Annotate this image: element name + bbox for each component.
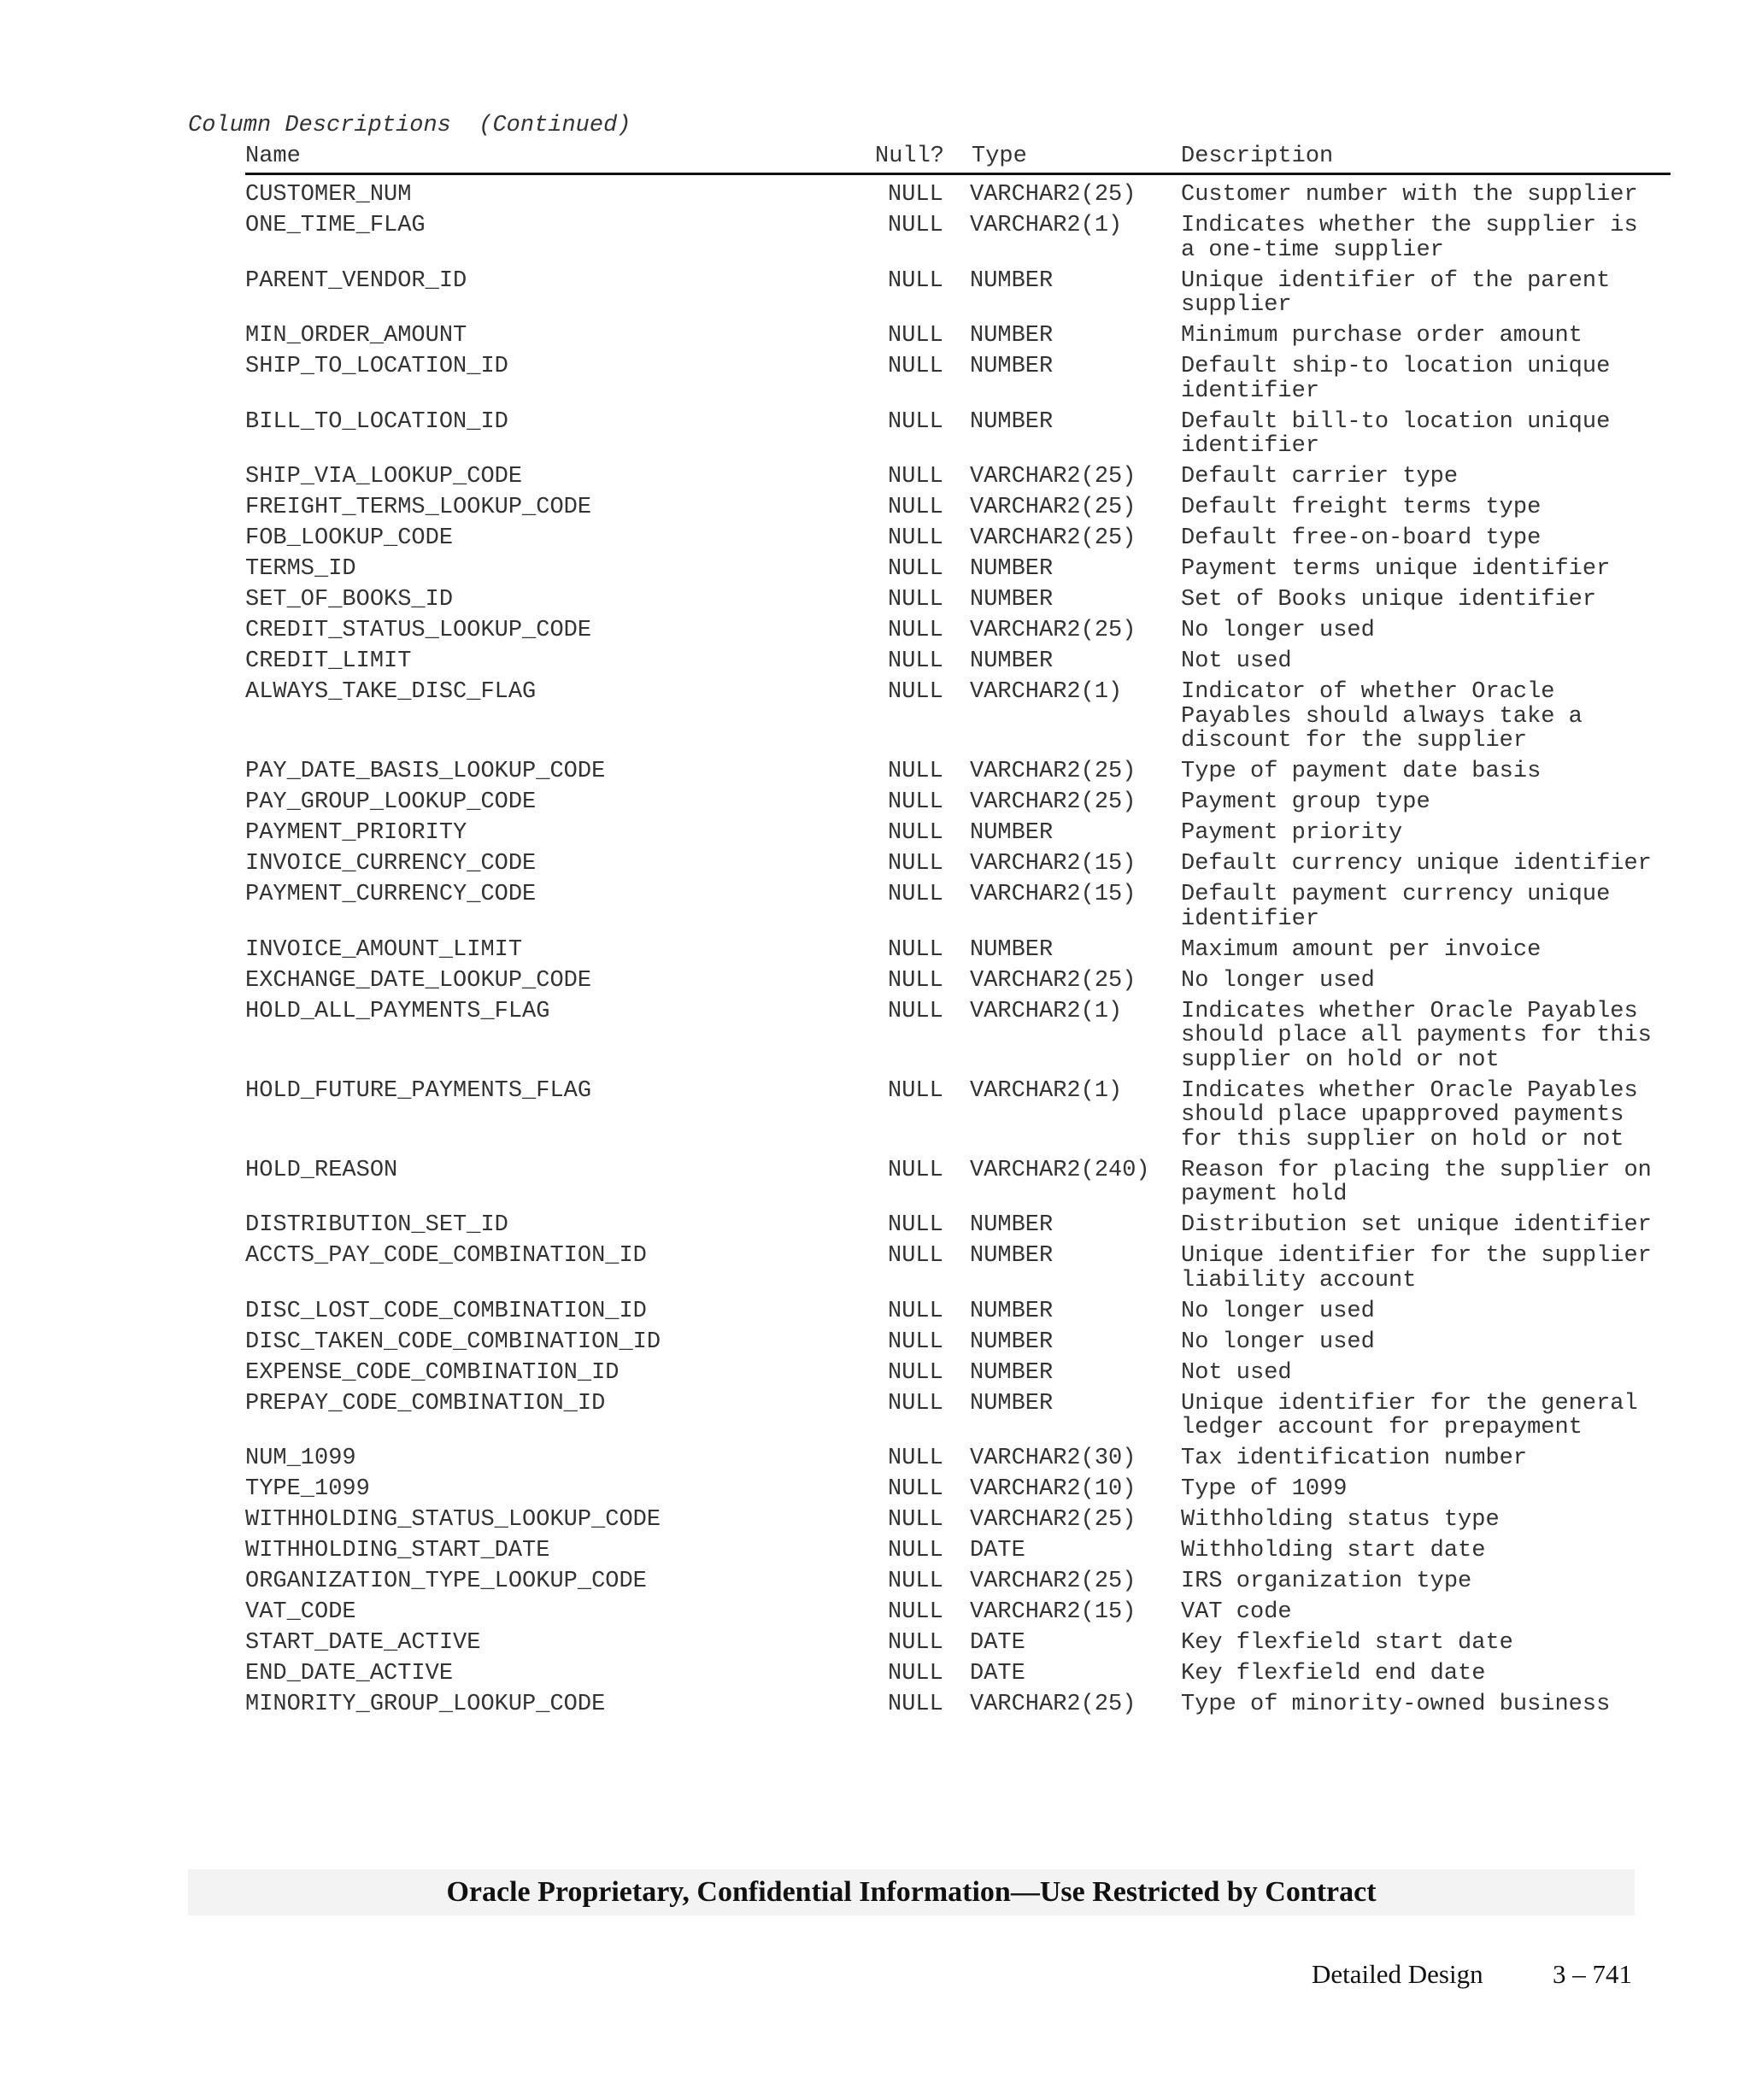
type-cell: NUMBER: [970, 267, 1054, 294]
type-cell: DATE: [970, 1630, 1025, 1656]
table-row: [245, 465, 1671, 496]
description-cell: No longer used: [1181, 967, 1375, 994]
type-cell: VARCHAR2(30): [970, 1446, 1136, 1471]
table-row: [245, 214, 1671, 269]
type-cell: VARCHAR2(1): [970, 998, 1123, 1024]
table-row: [245, 1477, 1671, 1508]
type-cell: NUMBER: [970, 648, 1054, 674]
description-cell: Type of 1099: [1181, 1476, 1348, 1502]
column-name-cell: INVOICE_AMOUNT_LIMIT: [245, 936, 523, 963]
footer-section-title: Detailed Design: [1312, 1959, 1483, 1989]
column-name-cell: SHIP_VIA_LOOKUP_CODE: [245, 464, 523, 490]
null-cell: NULL: [888, 618, 943, 643]
description-cell: Indicates whether Oracle Payables should place upapproved payments for this supplier on hold or not: [1181, 1077, 1638, 1153]
column-name-cell: END_DATE_ACTIVE: [245, 1661, 454, 1686]
type-cell: NUMBER: [970, 1390, 1054, 1417]
null-cell: NULL: [888, 213, 943, 238]
table-row: [245, 1159, 1671, 1214]
table-row: [245, 760, 1671, 790]
description-cell: Default bill-to location unique identifier: [1181, 408, 1611, 459]
column-name-cell: HOLD_FUTURE_PAYMENTS_FLAG: [245, 1077, 592, 1104]
description-cell: Default carrier type: [1181, 464, 1459, 490]
description-cell: Withholding status type: [1181, 1507, 1500, 1533]
description-cell: Default payment currency unique identifier: [1181, 882, 1611, 932]
column-header-name: Name: [245, 144, 301, 169]
column-name-cell: WITHHOLDING_START_DATE: [245, 1538, 550, 1563]
description-cell: Indicates whether the supplier is a one-time supplier: [1181, 213, 1638, 263]
table-row: [245, 1361, 1671, 1392]
column-name-cell: PAYMENT_PRIORITY: [245, 820, 467, 846]
confidential-band: [188, 1869, 1635, 1915]
null-cell: NULL: [888, 1661, 943, 1686]
column-name-cell: WITHHOLDING_STATUS_LOOKUP_CODE: [245, 1507, 661, 1533]
table-row: [245, 1539, 1671, 1569]
type-cell: NUMBER: [970, 556, 1054, 582]
null-cell: NULL: [888, 1538, 943, 1563]
null-cell: NULL: [888, 759, 943, 784]
type-cell: VARCHAR2(25): [970, 525, 1136, 551]
column-name-cell: NUM_1099: [245, 1446, 356, 1471]
null-cell: NULL: [888, 1390, 943, 1417]
type-cell: VARCHAR2(240): [970, 1157, 1150, 1183]
type-cell: NUMBER: [970, 323, 1054, 349]
type-cell: NUMBER: [970, 1298, 1054, 1324]
column-name-cell: PREPAY_CODE_COMBINATION_ID: [245, 1390, 606, 1417]
table-row: [245, 969, 1671, 1000]
null-cell: NULL: [888, 464, 943, 490]
table-row: [245, 790, 1671, 821]
description-cell: Unique identifier of the parent supplier: [1181, 267, 1611, 318]
description-cell: No longer used: [1181, 1298, 1375, 1324]
table-row: [245, 680, 1671, 760]
type-cell: VARCHAR2(15): [970, 851, 1136, 877]
table-header: [245, 144, 1671, 175]
type-cell: NUMBER: [970, 1359, 1054, 1386]
null-cell: NULL: [888, 1692, 943, 1717]
type-cell: DATE: [970, 1538, 1025, 1563]
description-cell: Key flexfield start date: [1181, 1630, 1513, 1656]
column-name-cell: ORGANIZATION_TYPE_LOOKUP_CODE: [245, 1569, 647, 1594]
null-cell: NULL: [888, 323, 943, 349]
column-name-cell: START_DATE_ACTIVE: [245, 1630, 481, 1656]
null-cell: NULL: [888, 267, 943, 294]
column-name-cell: CREDIT_STATUS_LOOKUP_CODE: [245, 618, 592, 643]
type-cell: VARCHAR2(25): [970, 789, 1136, 815]
table-row: [245, 183, 1671, 214]
table-row: [245, 649, 1671, 680]
type-cell: VARCHAR2(25): [970, 464, 1136, 490]
null-cell: NULL: [888, 182, 943, 208]
table-row: [245, 324, 1671, 355]
table-row: [245, 355, 1671, 410]
null-cell: NULL: [888, 820, 943, 846]
column-name-cell: ONE_TIME_FLAG: [245, 213, 426, 238]
null-cell: NULL: [888, 1298, 943, 1324]
null-cell: NULL: [888, 1212, 943, 1238]
description-cell: Not used: [1181, 648, 1292, 674]
column-name-cell: VAT_CODE: [245, 1599, 356, 1625]
table-row: [245, 1000, 1671, 1079]
table-row: [245, 410, 1671, 466]
table-row: [245, 1692, 1671, 1723]
table-row: [245, 883, 1671, 938]
table-row: [245, 1508, 1671, 1539]
description-cell: Customer number with the supplier: [1181, 182, 1638, 208]
type-cell: VARCHAR2(25): [970, 1507, 1136, 1533]
column-name-cell: ACCTS_PAY_CODE_COMBINATION_ID: [245, 1243, 647, 1269]
description-cell: No longer used: [1181, 618, 1375, 643]
description-cell: Unique identifier for the supplier liability account: [1181, 1243, 1652, 1293]
table-row: [245, 1299, 1671, 1330]
description-cell: Withholding start date: [1181, 1538, 1486, 1563]
column-name-cell: FREIGHT_TERMS_LOOKUP_CODE: [245, 495, 592, 520]
null-cell: NULL: [888, 1157, 943, 1183]
null-cell: NULL: [888, 1446, 943, 1471]
null-cell: NULL: [888, 495, 943, 520]
column-name-cell: DISTRIBUTION_SET_ID: [245, 1212, 508, 1238]
column-header-description: Description: [1181, 144, 1334, 169]
type-cell: VARCHAR2(25): [970, 182, 1136, 208]
description-cell: Distribution set unique identifier: [1181, 1212, 1652, 1238]
table-row: [245, 821, 1671, 852]
column-descriptions-table: [245, 183, 1671, 1723]
type-cell: VARCHAR2(15): [970, 1599, 1136, 1625]
page-number: 3 – 741: [1553, 1959, 1632, 1989]
column-name-cell: DISC_LOST_CODE_COMBINATION_ID: [245, 1298, 647, 1324]
confidential-notice: Oracle Proprietary, Confidential Information––Use Restricted by Contract: [446, 1876, 1377, 1908]
type-cell: NUMBER: [970, 1243, 1054, 1269]
null-cell: NULL: [888, 648, 943, 674]
description-cell: Maximum amount per invoice: [1181, 936, 1542, 963]
type-cell: DATE: [970, 1661, 1025, 1686]
description-cell: Unique identifier for the general ledger account for prepayment: [1181, 1390, 1638, 1440]
description-cell: Type of payment date basis: [1181, 759, 1542, 784]
column-name-cell: ALWAYS_TAKE_DISC_FLAG: [245, 679, 537, 705]
column-name-cell: PAYMENT_CURRENCY_CODE: [245, 882, 537, 907]
type-cell: VARCHAR2(25): [970, 495, 1136, 520]
type-cell: VARCHAR2(25): [970, 1692, 1136, 1717]
table-row: [245, 1213, 1671, 1244]
table-row: [245, 938, 1671, 969]
description-cell: IRS organization type: [1181, 1569, 1472, 1594]
column-name-cell: SET_OF_BOOKS_ID: [245, 587, 454, 613]
description-cell: Type of minority-owned business: [1181, 1692, 1611, 1717]
null-cell: NULL: [888, 1569, 943, 1594]
column-name-cell: TYPE_1099: [245, 1476, 370, 1502]
column-name-cell: TERMS_ID: [245, 556, 356, 582]
column-name-cell: PARENT_VENDOR_ID: [245, 267, 467, 294]
column-name-cell: HOLD_ALL_PAYMENTS_FLAG: [245, 998, 550, 1024]
null-cell: NULL: [888, 679, 943, 705]
table-row: [245, 1330, 1671, 1361]
null-cell: NULL: [888, 1243, 943, 1269]
type-cell: VARCHAR2(25): [970, 967, 1136, 994]
type-cell: NUMBER: [970, 408, 1054, 435]
description-cell: Key flexfield end date: [1181, 1661, 1486, 1686]
null-cell: NULL: [888, 1077, 943, 1104]
description-cell: Default free-on-board type: [1181, 525, 1542, 551]
type-cell: NUMBER: [970, 587, 1054, 613]
type-cell: VARCHAR2(1): [970, 679, 1123, 705]
table-row: [245, 1446, 1671, 1477]
type-cell: NUMBER: [970, 354, 1054, 379]
column-name-cell: CUSTOMER_NUM: [245, 182, 412, 208]
column-name-cell: HOLD_REASON: [245, 1157, 398, 1183]
table-row: [245, 1662, 1671, 1692]
column-name-cell: INVOICE_CURRENCY_CODE: [245, 851, 537, 877]
type-cell: VARCHAR2(25): [970, 1569, 1136, 1594]
column-name-cell: CREDIT_LIMIT: [245, 648, 412, 674]
description-cell: Indicates whether Oracle Payables should place all payments for this supplier on hold or not: [1181, 998, 1652, 1073]
type-cell: VARCHAR2(10): [970, 1476, 1136, 1502]
column-name-cell: BILL_TO_LOCATION_ID: [245, 408, 508, 435]
column-name-cell: EXPENSE_CODE_COMBINATION_ID: [245, 1359, 620, 1386]
null-cell: NULL: [888, 1599, 943, 1625]
type-cell: NUMBER: [970, 820, 1054, 846]
null-cell: NULL: [888, 1476, 943, 1502]
null-cell: NULL: [888, 408, 943, 435]
column-name-cell: SHIP_TO_LOCATION_ID: [245, 354, 508, 379]
null-cell: NULL: [888, 851, 943, 877]
type-cell: NUMBER: [970, 1212, 1054, 1238]
description-cell: Set of Books unique identifier: [1181, 587, 1597, 613]
null-cell: NULL: [888, 789, 943, 815]
table-row: [245, 1631, 1671, 1662]
description-cell: Reason for placing the supplier on payment hold: [1181, 1157, 1652, 1207]
column-name-cell: PAY_GROUP_LOOKUP_CODE: [245, 789, 537, 815]
null-cell: NULL: [888, 525, 943, 551]
table-row: [245, 619, 1671, 649]
table-row: [245, 1244, 1671, 1299]
description-cell: Default freight terms type: [1181, 495, 1542, 520]
null-cell: NULL: [888, 587, 943, 613]
type-cell: VARCHAR2(1): [970, 1077, 1123, 1104]
null-cell: NULL: [888, 354, 943, 379]
type-cell: VARCHAR2(25): [970, 759, 1136, 784]
null-cell: NULL: [888, 1630, 943, 1656]
type-cell: VARCHAR2(25): [970, 618, 1136, 643]
type-cell: NUMBER: [970, 936, 1054, 963]
null-cell: NULL: [888, 882, 943, 907]
null-cell: NULL: [888, 1359, 943, 1386]
description-cell: Payment group type: [1181, 789, 1430, 815]
null-cell: NULL: [888, 936, 943, 963]
column-header-null: Null?: [875, 144, 945, 169]
table-row: [245, 496, 1671, 526]
description-cell: No longer used: [1181, 1329, 1375, 1355]
column-name-cell: MIN_ORDER_AMOUNT: [245, 323, 467, 349]
table-row: [245, 588, 1671, 619]
null-cell: NULL: [888, 556, 943, 582]
null-cell: NULL: [888, 967, 943, 994]
description-cell: Payment terms unique identifier: [1181, 556, 1611, 582]
table-row: [245, 1600, 1671, 1631]
description-cell: VAT code: [1181, 1599, 1292, 1625]
table-row: [245, 557, 1671, 588]
table-row: [245, 269, 1671, 325]
description-cell: Not used: [1181, 1359, 1292, 1386]
table-row: [245, 1079, 1671, 1159]
description-cell: Minimum purchase order amount: [1181, 323, 1583, 349]
column-name-cell: FOB_LOOKUP_CODE: [245, 525, 454, 551]
table-row: [245, 1569, 1671, 1600]
description-cell: Payment priority: [1181, 820, 1403, 846]
table-row: [245, 526, 1671, 557]
type-cell: VARCHAR2(15): [970, 882, 1136, 907]
description-cell: Tax identification number: [1181, 1446, 1528, 1471]
null-cell: NULL: [888, 1507, 943, 1533]
null-cell: NULL: [888, 1329, 943, 1355]
description-cell: Indicator of whether Oracle Payables should always take a discount for the supplier: [1181, 679, 1583, 754]
table-row: [245, 1392, 1671, 1447]
description-cell: Default currency unique identifier: [1181, 851, 1652, 877]
column-name-cell: PAY_DATE_BASIS_LOOKUP_CODE: [245, 759, 606, 784]
description-cell: Default ship-to location unique identifier: [1181, 354, 1611, 404]
column-name-cell: MINORITY_GROUP_LOOKUP_CODE: [245, 1692, 606, 1717]
table-row: [245, 852, 1671, 883]
column-name-cell: DISC_TAKEN_CODE_COMBINATION_ID: [245, 1329, 661, 1355]
type-cell: NUMBER: [970, 1329, 1054, 1355]
null-cell: NULL: [888, 998, 943, 1024]
section-caption: Column Descriptions (Continued): [188, 113, 631, 138]
column-header-type: Type: [972, 144, 1027, 169]
column-name-cell: EXCHANGE_DATE_LOOKUP_CODE: [245, 967, 592, 994]
type-cell: VARCHAR2(1): [970, 213, 1123, 238]
